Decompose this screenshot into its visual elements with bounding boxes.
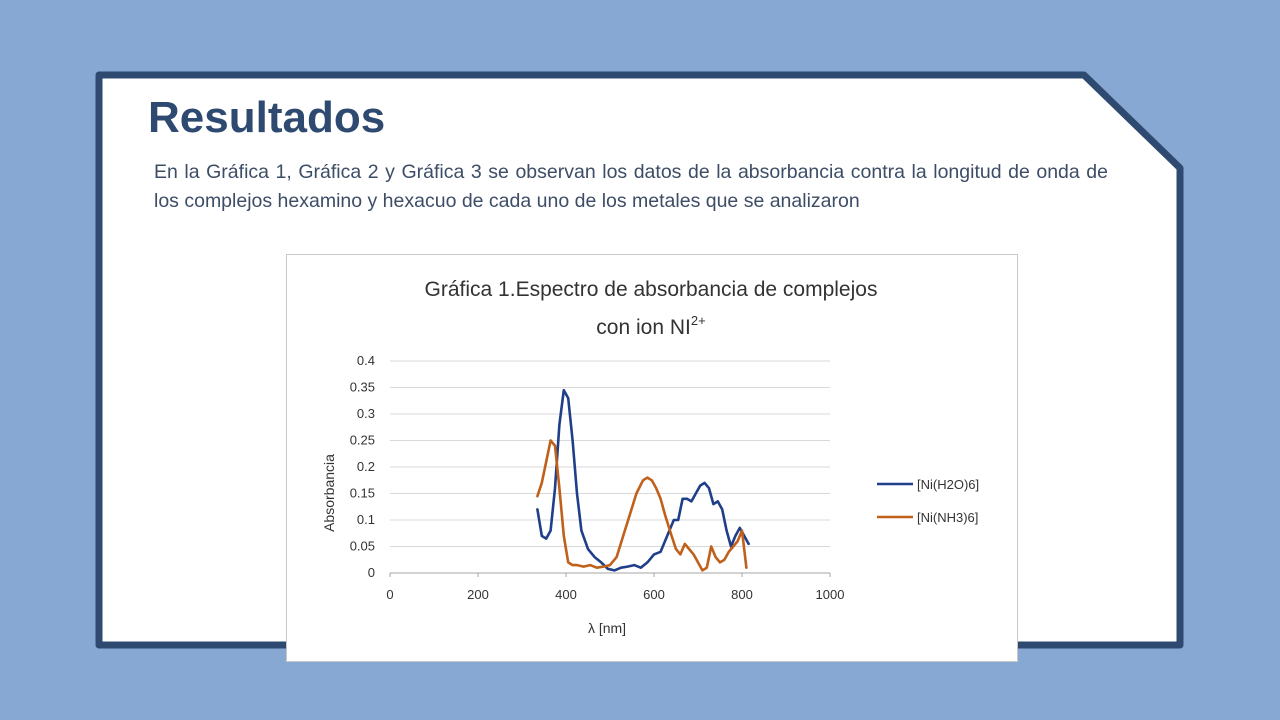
x-axis-label: λ [nm]: [587, 620, 627, 636]
y-axis-label: Absorbancia: [321, 454, 337, 532]
chart-title-superscript: 2+: [690, 313, 706, 328]
legend-label: [Ni(H2O)6]: [917, 477, 980, 492]
chart-panel: [286, 254, 1018, 662]
x-tick-label: 600: [643, 587, 665, 602]
y-tick-label: 0.3: [356, 406, 375, 421]
absorbance-chart: [287, 255, 1017, 661]
y-tick-label: 0.05: [349, 538, 375, 554]
y-tick-label: 0: [367, 565, 375, 580]
chart-legend: [877, 477, 979, 525]
y-tick-label: 0.2: [356, 459, 375, 474]
y-tick-label: 0.15: [349, 485, 375, 501]
x-tick-label: 400: [555, 587, 577, 602]
x-tick-label: 800: [731, 587, 753, 602]
x-tick-label: 1000: [815, 587, 845, 602]
legend-label: [Ni(NH3)6]: [917, 510, 979, 525]
slide-title: Resultados: [148, 93, 386, 142]
x-tick-label: 0: [386, 587, 394, 602]
plot-area: [350, 353, 845, 602]
y-tick-label: 0.1: [356, 512, 375, 527]
chart-title-line1: Gráfica 1.Espectro de absorbancia de complejos: [424, 278, 878, 301]
y-tick-label: 0.25: [349, 432, 375, 448]
y-tick-label: 0.4: [356, 353, 375, 368]
slide-body-text: En la Gráfica 1, Gráfica 2 y Gráfica 3 se observan los datos de la absorbancia contra la longitud de onda de los complejos hexamino y hexacuo de cada uno de los metales que se analizaron: [154, 161, 1108, 212]
x-tick-label: 200: [467, 587, 489, 602]
chart-title-line2: [596, 313, 705, 339]
series-line-ni-nh3-6: [537, 441, 746, 571]
y-tick-label: 0.35: [349, 379, 375, 395]
chart-title-line2-text: con ion NI: [596, 316, 691, 339]
